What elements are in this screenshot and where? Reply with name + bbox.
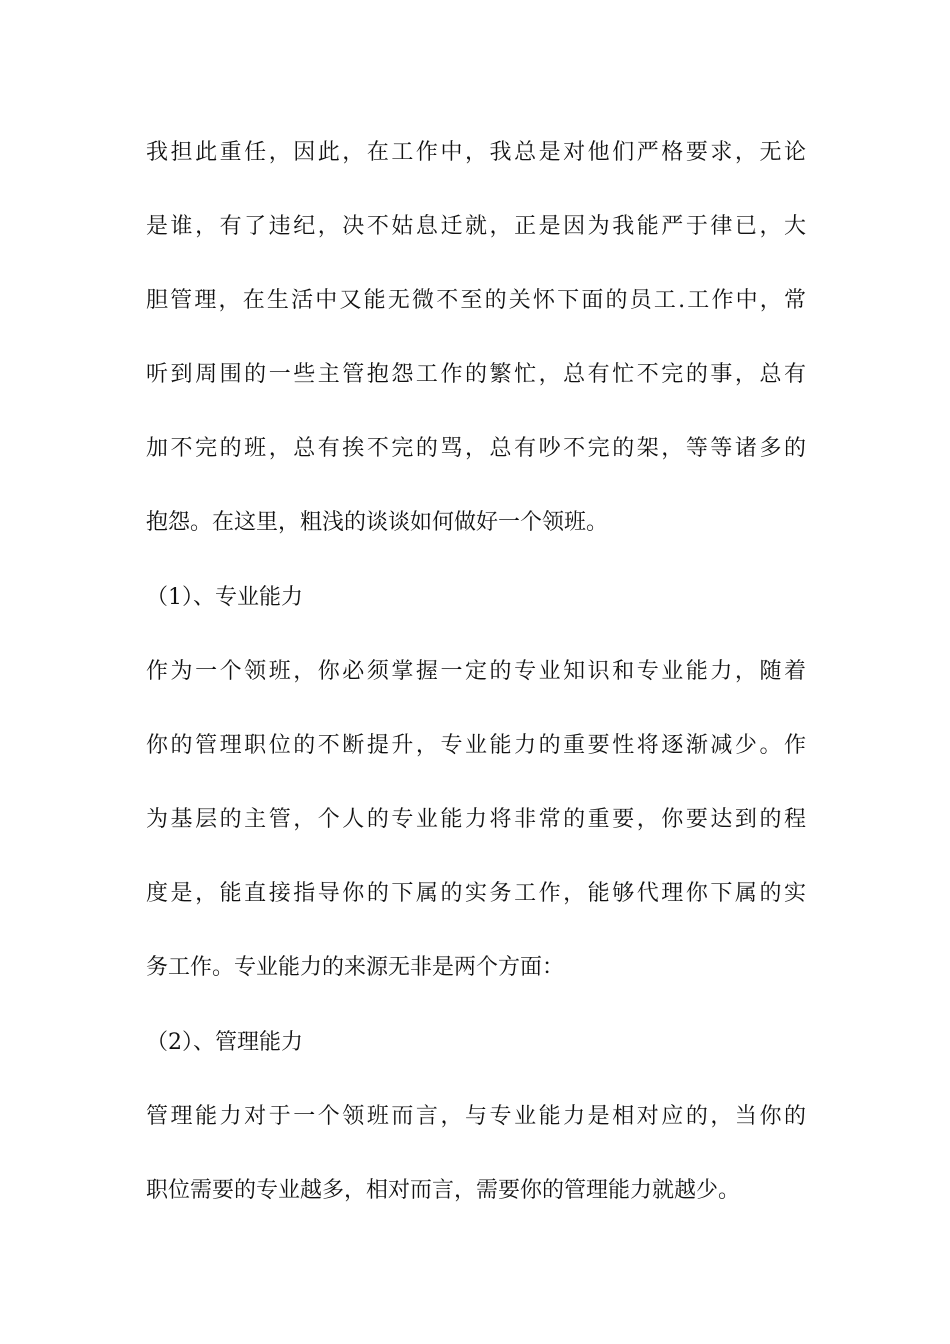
paragraph-1-line-4: 听到周围的一些主管抱怨工作的繁忙，总有忙不完的事，总有 xyxy=(146,362,806,387)
paragraph-1-line-6: 抱怨。在这里，粗浅的谈谈如何做好一个领班。 xyxy=(146,510,609,535)
paragraph-1-line-2: 是谁，有了违纪，决不姑息迁就，正是因为我能严于律已，大 xyxy=(146,214,806,239)
section-heading-professional-ability: （1）、专业能力 xyxy=(146,585,303,610)
paragraph-1-line-5: 加不完的班，总有挨不完的骂，总有吵不完的架，等等诸多的 xyxy=(146,436,806,461)
paragraph-2-line-1: 作为一个领班，你必须掌握一定的专业知识和专业能力，随着 xyxy=(146,659,806,684)
paragraph-2-line-5: 务工作。专业能力的来源无非是两个方面： xyxy=(146,955,565,980)
paragraph-1-line-1: 我担此重任，因此，在工作中，我总是对他们严格要求，无论 xyxy=(146,140,806,165)
paragraph-2-line-3: 为基层的主管，个人的专业能力将非常的重要，你要达到的程 xyxy=(146,807,806,832)
section-heading-management-ability: （2）、管理能力 xyxy=(146,1030,303,1055)
paragraph-2-line-4: 度是，能直接指导你的下属的实务工作，能够代理你下属的实 xyxy=(146,881,806,906)
paragraph-3-line-1: 管理能力对于一个领班而言，与专业能力是相对应的，当你的 xyxy=(146,1104,806,1129)
paragraph-3-line-2: 职位需要的专业越多，相对而言，需要你的管理能力就越少。 xyxy=(146,1178,741,1203)
paragraph-1-line-3: 胆管理，在生活中又能无微不至的关怀下面的员工.工作中，常 xyxy=(146,288,806,313)
paragraph-2-line-2: 你的管理职位的不断提升，专业能力的重要性将逐渐减少。作 xyxy=(146,733,806,758)
